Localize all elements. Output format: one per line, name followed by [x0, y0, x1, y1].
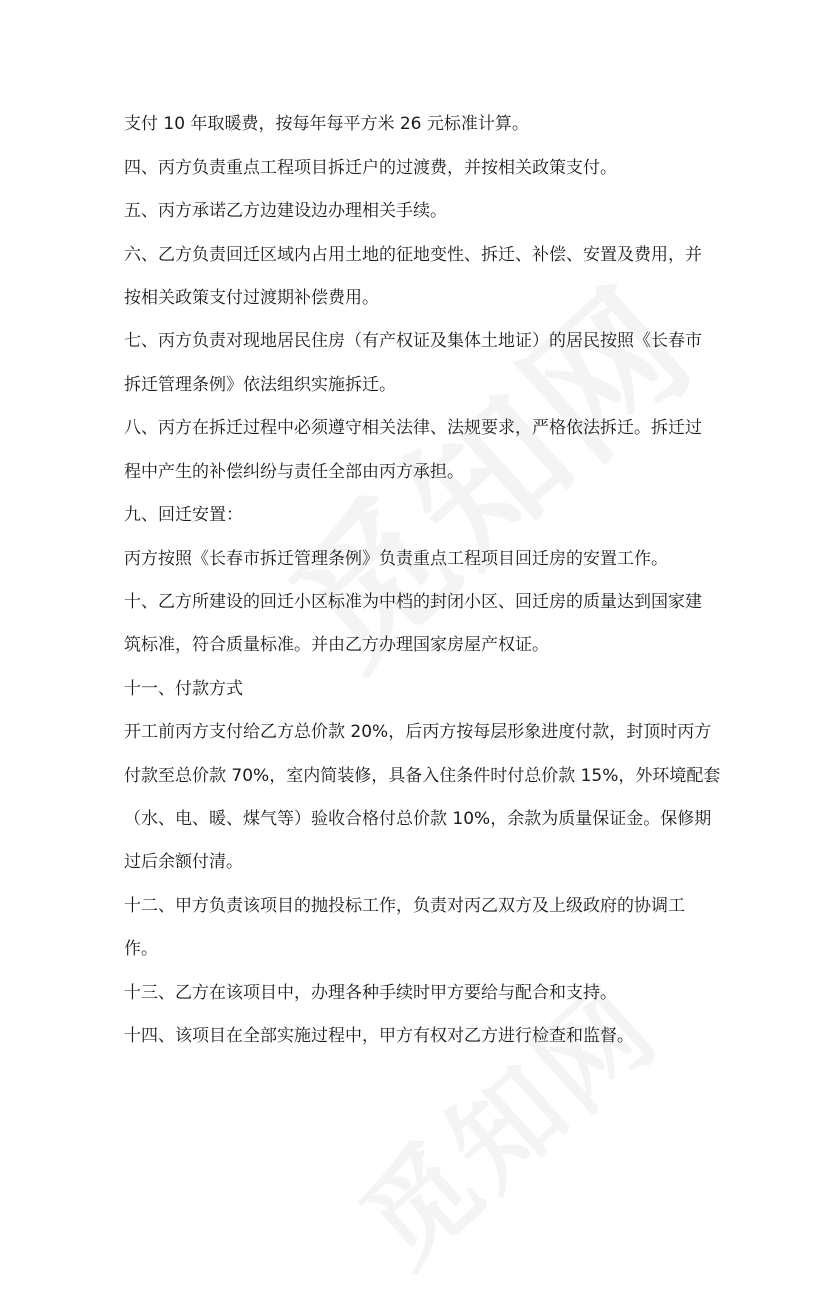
paragraph-line: 四、丙方负责重点工程项目拆迁户的过渡费，并按相关政策支付。 — [124, 158, 617, 178]
paragraph-line: （水、电、暖、煤气等）验收合格付总价款 10%，余款为质量保证金。保修期 — [124, 809, 712, 829]
paragraph-line: 七、丙方负责对现地居民住房（有产权证及集体土地证）的居民按照《长春市 — [124, 331, 702, 351]
paragraph-line: 丙方按照《长春市拆迁管理条例》负责重点工程项目回迁房的安置工作。 — [124, 549, 668, 569]
paragraph-line: 拆迁管理条例》依法组织实施拆迁。 — [124, 375, 396, 395]
paragraph-line: 十四、该项目在全部实施过程中，甲方有权对乙方进行检查和监督。 — [124, 1026, 634, 1046]
paragraph-line: 六、乙方负责回迁区域内占用土地的征地变性、拆迁、补偿、安置及费用，并 — [124, 245, 702, 265]
paragraph-line: 十、乙方所建设的回迁小区标准为中档的封闭小区、回迁房的质量达到国家建 — [124, 592, 702, 612]
paragraph-line: 十三、乙方在该项目中，办理各种手续时甲方要给与配合和支持。 — [124, 983, 617, 1003]
paragraph-line: 十二、甲方负责该项目的抛投标工作，负责对丙乙双方及上级政府的协调工 — [124, 896, 685, 916]
paragraph-line: 十一、付款方式 — [124, 679, 243, 699]
paragraph-line: 筑标准，符合质量标准。并由乙方办理国家房屋产权证。 — [124, 635, 549, 655]
paragraph-line: 付款至总价款 70%，室内简装修，具备入住条件时付总价款 15%，外环境配套 — [124, 766, 721, 786]
paragraph-line: 开工前丙方支付给乙方总价款 20%，后丙方按每层形象进度付款，封顶时丙方 — [124, 722, 712, 742]
paragraph-line: 程中产生的补偿纠纷与责任全部由丙方承担。 — [124, 462, 464, 482]
paragraph-line: 八、丙方在拆迁过程中必须遵守相关法律、法规要求，严格依法拆迁。拆迁过 — [124, 418, 702, 438]
paragraph-line: 过后余额付清。 — [124, 852, 243, 872]
paragraph-line: 五、丙方承诺乙方边建设边办理相关手续。 — [124, 201, 447, 221]
paragraph-line: 九、回迁安置： — [124, 505, 243, 525]
paragraph-line: 支付 10 年取暖费，按每年每平方米 26 元标准计算。 — [124, 114, 529, 134]
paragraph-line: 作。 — [124, 939, 158, 959]
paragraph-line: 按相关政策支付过渡期补偿费用。 — [124, 288, 379, 308]
